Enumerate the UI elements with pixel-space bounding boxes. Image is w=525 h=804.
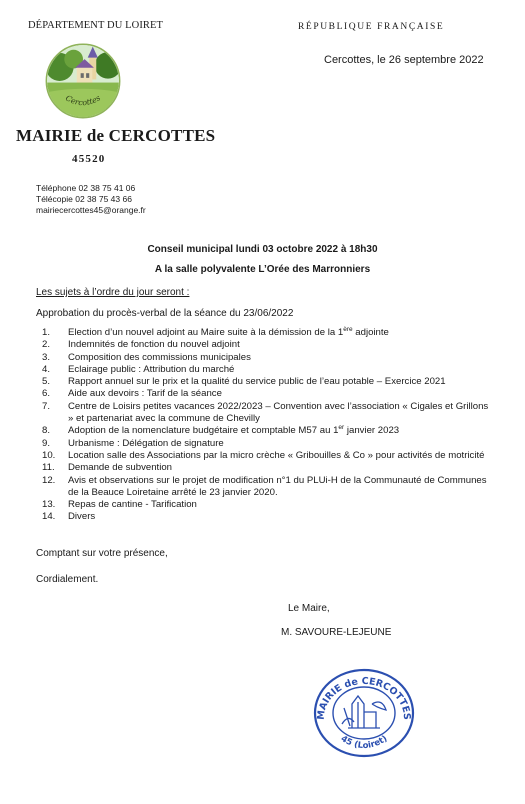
agenda-item: 2. Indemnités de fonction du nouvel adjoint: [42, 339, 240, 351]
cercottes-logo: [44, 42, 122, 120]
agenda-item: 8. Adoption de la nomenclature budgétaire et comptable M57 au 1er janvier 2023: [42, 424, 400, 437]
signature-name: M. SAVOURE-LEJEUNE: [281, 627, 392, 638]
mairie-name: MAIRIE de CERCOTTES: [16, 126, 216, 145]
agenda-item: 13. Repas de cantine - Tarification: [42, 499, 197, 511]
agenda-item: 14. Divers: [42, 511, 96, 523]
agenda-item: 12. Avis et observations sur le projet de modification n°1 du PLUi-H de la Communauté de Communes de la Beauce Loiretaine arrêté le 23 janvier 2020.: [42, 474, 487, 498]
stamp-text-bottom: 45 (Loiret): [338, 733, 390, 752]
agenda-item: 9. Urbanisme : Délégation de signature: [42, 437, 224, 449]
document-date: Cercottes, le 26 septembre 2022: [324, 54, 484, 66]
agenda-item: 4. Eclairage public : Attribution du marché: [42, 363, 235, 375]
svg-text:45 (Loiret): [339, 734, 390, 751]
stamp-text-top: MAIRIE de CERCOTTES: [315, 675, 413, 721]
telecopie: Télécopie 02 38 75 43 66: [36, 194, 132, 204]
department-header: DÉPARTEMENT DU LOIRET: [28, 20, 164, 31]
agenda-item: 11. Demande de subvention: [42, 462, 173, 474]
email: mairiecercottes45@orange.fr: [36, 205, 146, 215]
meeting-title: Conseil municipal lundi 03 octobre 2022 à 18h30: [147, 244, 378, 255]
closing-line-2: Cordialement.: [36, 574, 99, 585]
telephone: Téléphone 02 38 75 41 06: [36, 183, 136, 193]
agenda-list: [36, 327, 496, 524]
agenda-item: 5. Rapport annuel sur le prix et la qualité du service public de l’eau potable – Exercice 2021: [42, 376, 446, 388]
agenda-item: 1. Election d’un nouvel adjoint au Maire suite à la démission de la 1ère adjointe: [42, 325, 389, 338]
approval-line: Approbation du procès-verbal de la séance du 23/06/2022: [36, 308, 294, 319]
agenda-item: 6. Aide aux devoirs : Tarif de la séance: [42, 388, 222, 400]
closing-line-1: Comptant sur votre présence,: [36, 548, 168, 559]
agenda-item: 10. Location salle des Associations par la micro crèche « Gribouilles & Co » pour activités de motricité: [42, 449, 485, 461]
agenda-item: 7. Centre de Loisirs petites vacances 2022/2023 – Convention avec l’association « Cigales et Grillons » et partenariat avec la commune de Chevilly: [42, 400, 489, 425]
republic-header: RÉPUBLIQUE FRANÇAISE: [298, 22, 445, 32]
logo-text: Cercottes: [64, 93, 103, 108]
meeting-venue: A la salle polyvalente L’Orée des Marronniers: [154, 264, 371, 275]
official-stamp: [312, 666, 416, 760]
agenda-item: 3. Composition des commissions municipales: [42, 351, 251, 363]
agenda-intro: Les sujets à l’ordre du jour seront :: [36, 287, 190, 298]
postcode: 45520: [72, 153, 106, 165]
signature-role: Le Maire,: [288, 603, 330, 614]
